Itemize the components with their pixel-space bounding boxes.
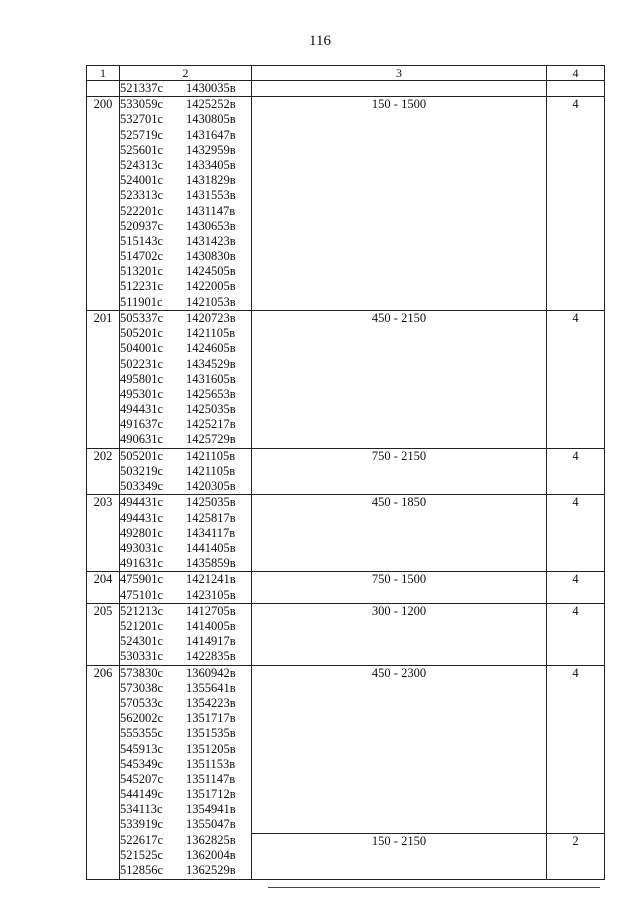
longitude: 1431605в <box>186 371 236 386</box>
latitude: 573830с <box>120 665 164 680</box>
coordinates-cell <box>120 97 252 311</box>
range-value: 4 <box>572 665 579 680</box>
longitude: 1362825в <box>186 832 236 847</box>
coordinate-line <box>120 402 251 417</box>
value-cell <box>547 448 605 495</box>
table-row-continuation <box>87 81 605 97</box>
latitude: 504001с <box>120 341 164 356</box>
latitude: 512231с <box>120 279 164 294</box>
coordinate-line <box>120 772 251 787</box>
table-row <box>87 665 605 880</box>
depth-range: 450 - 1850 <box>371 495 427 510</box>
table-row <box>87 310 605 448</box>
longitude: 1424605в <box>186 341 236 356</box>
header-col-4: 4 <box>547 66 605 81</box>
latitude: 534113с <box>120 802 163 817</box>
row-number-cell <box>87 81 120 97</box>
latitude: 492801с <box>120 525 164 540</box>
latitude: 503219с <box>120 463 164 478</box>
latitude: 522617с <box>120 832 164 847</box>
longitude: 1351153в <box>186 756 236 771</box>
longitude: 1441405в <box>186 540 236 555</box>
coordinate-line <box>120 279 251 294</box>
longitude: 1425217в <box>186 417 236 432</box>
page-number: 116 <box>309 33 331 49</box>
coordinate-line <box>120 264 251 279</box>
table-row <box>87 572 605 603</box>
latitude: 532701с <box>120 112 164 127</box>
value-cell <box>547 495 605 572</box>
latitude: 505337с <box>120 310 164 325</box>
coordinate-line <box>120 372 251 387</box>
coordinates-cell <box>120 81 252 97</box>
depth-range: 450 - 2300 <box>371 665 427 680</box>
bottom-rule <box>268 887 600 888</box>
longitude: 1360942в <box>186 665 236 680</box>
latitude: 494431с <box>120 402 164 417</box>
latitude: 525719с <box>120 127 164 142</box>
coordinate-line <box>120 666 251 681</box>
latitude: 505201с <box>120 326 164 341</box>
latitude: 493031с <box>120 540 164 555</box>
range-value: 2 <box>547 833 604 880</box>
latitude: 512856с <box>120 863 164 877</box>
depth-range-cell <box>252 97 547 311</box>
table-row <box>87 603 605 665</box>
latitude: 494431с <box>120 495 164 510</box>
coordinate-line <box>120 311 251 326</box>
depth-range-cell <box>252 310 547 448</box>
coordinate-line <box>120 526 251 541</box>
coordinate-line <box>120 588 251 603</box>
row-number: 205 <box>87 603 120 665</box>
coordinate-line <box>120 802 251 817</box>
longitude: 1412705в <box>186 603 236 618</box>
latitude: 475101с <box>120 587 164 602</box>
table-row <box>87 495 605 572</box>
coordinates-cell <box>120 310 252 448</box>
latitude: 513201с <box>120 264 164 279</box>
coordinate-line <box>120 649 251 664</box>
coordinates-cell <box>120 448 252 495</box>
latitude: 544149с <box>120 787 164 802</box>
latitude: 495801с <box>120 371 164 386</box>
longitude: 1434529в <box>186 356 236 371</box>
latitude: 545349с <box>120 756 164 771</box>
longitude: 1425035в <box>186 402 236 417</box>
longitude: 1425252в <box>186 97 236 112</box>
coordinate-line <box>120 634 251 649</box>
longitude: 1351717в <box>186 711 236 726</box>
latitude: 475901с <box>120 572 164 587</box>
row-number: 203 <box>87 495 120 572</box>
coordinate-line <box>120 249 251 264</box>
longitude: 1425035в <box>186 495 236 510</box>
coordinate-line <box>120 188 251 203</box>
depth-range-cell <box>252 448 547 495</box>
coordinate-line <box>120 128 251 143</box>
row-number: 202 <box>87 448 120 495</box>
coordinate-line <box>120 511 251 526</box>
longitude: 1421053в <box>186 294 236 309</box>
longitude: 1351712в <box>186 787 236 802</box>
range-value: 4 <box>572 572 579 587</box>
coordinates-cell <box>120 665 252 880</box>
latitude: 494431с <box>120 510 164 525</box>
longitude: 1425817в <box>186 510 236 525</box>
range-value: 4 <box>572 603 579 618</box>
header-col-2: 2 <box>120 66 252 81</box>
longitude: 1422835в <box>186 649 236 664</box>
coordinate-line <box>120 219 251 234</box>
latitude: 533059с <box>120 97 164 112</box>
coordinate-line <box>120 572 251 587</box>
longitude: 1362004в <box>186 847 236 862</box>
coordinate-line <box>120 726 251 741</box>
coordinate-line <box>120 97 251 112</box>
latitude: 505201с <box>120 448 164 463</box>
latitude: 521201с <box>120 618 164 633</box>
latitude: 503349с <box>120 479 164 494</box>
coordinate-line <box>120 173 251 188</box>
longitude: 1355047в <box>186 817 236 832</box>
coordinates-cell <box>120 572 252 603</box>
latitude: 573038с <box>120 680 164 695</box>
row-number: 200 <box>87 97 120 311</box>
longitude: 1433405в <box>186 157 236 172</box>
depth-range: 750 - 2150 <box>371 448 427 463</box>
depth-range: 750 - 1500 <box>371 572 427 587</box>
latitude: 521213с <box>120 603 164 618</box>
depth-range: 300 - 1200 <box>371 603 427 618</box>
coordinate-line <box>120 204 251 219</box>
table-row <box>87 97 605 311</box>
longitude: 1414005в <box>186 618 236 633</box>
latitude: 562002с <box>120 711 164 726</box>
longitude: 1351147в <box>186 771 236 786</box>
range-value: 4 <box>572 310 579 325</box>
depth-range-cell <box>252 603 547 665</box>
latitude: 525601с <box>120 142 164 157</box>
coordinate-line <box>120 495 251 510</box>
coordinate-line <box>120 449 251 464</box>
latitude: 490631с <box>120 432 164 447</box>
coordinate-line <box>120 387 251 402</box>
row-number: 201 <box>87 310 120 448</box>
longitude: 1424505в <box>186 264 236 279</box>
coordinate-line <box>120 696 251 711</box>
depth-range-cell <box>252 81 547 97</box>
coordinate-line <box>120 326 251 341</box>
longitude: 1431553в <box>186 188 236 203</box>
longitude: 1430805в <box>186 112 236 127</box>
longitude: 1421105в <box>186 463 236 478</box>
coordinate-line <box>120 158 251 173</box>
latitude: 502231с <box>120 356 164 371</box>
longitude: 1425729в <box>186 432 236 447</box>
coordinate-line <box>120 619 251 634</box>
row-number: 206 <box>87 665 120 880</box>
coordinate-line <box>120 711 251 726</box>
longitude: 1351205в <box>186 741 236 756</box>
coordinates-table <box>86 65 605 880</box>
latitude: 520937с <box>120 218 164 233</box>
latitude: 524001с <box>120 173 164 188</box>
latitude: 495301с <box>120 386 164 401</box>
latitude: 522201с <box>120 203 164 218</box>
row-number: 204 <box>87 572 120 603</box>
longitude: 1362529в <box>186 863 236 877</box>
latitude: 524313с <box>120 157 164 172</box>
longitude: 1354223в <box>186 695 236 710</box>
longitude: 1425653в <box>186 386 236 401</box>
coordinate-line <box>120 787 251 802</box>
latitude: 491631с <box>120 556 164 571</box>
range-value: 4 <box>572 97 579 112</box>
longitude: 1421105в <box>186 448 236 463</box>
depth-range-cell <box>252 665 547 880</box>
latitude: 521525с <box>120 847 164 862</box>
longitude: 1354941в <box>186 802 236 817</box>
coordinate-line <box>120 541 251 556</box>
longitude: 1431647в <box>186 127 236 142</box>
coordinate-line <box>120 479 251 494</box>
latitude: 511901с <box>120 294 163 309</box>
table-row <box>87 448 605 495</box>
depth-range: 450 - 2150 <box>371 310 427 325</box>
coordinate-line <box>120 81 251 96</box>
latitude: 524301с <box>120 634 164 649</box>
coordinate-line <box>120 757 251 772</box>
longitude: 1355641в <box>186 680 236 695</box>
latitude: 515143с <box>120 233 164 248</box>
latitude: 521337с <box>120 81 164 95</box>
depth-range: 150 - 1500 <box>371 97 427 112</box>
coordinate-line <box>120 604 251 619</box>
latitude: 570533с <box>120 695 164 710</box>
value-cell <box>547 572 605 603</box>
latitude: 545207с <box>120 771 164 786</box>
coordinate-line <box>120 833 251 848</box>
depth-range-cell <box>252 495 547 572</box>
latitude: 533919с <box>120 817 164 832</box>
coordinate-line <box>120 464 251 479</box>
longitude: 1420305в <box>186 479 236 494</box>
coordinate-line <box>120 848 251 863</box>
longitude: 1421241в <box>186 572 236 587</box>
latitude: 491637с <box>120 417 164 432</box>
coordinate-line <box>120 357 251 372</box>
latitude: 514702с <box>120 249 164 264</box>
coordinate-line <box>120 112 251 127</box>
longitude: 1434117в <box>186 525 236 540</box>
longitude: 1431423в <box>186 233 236 248</box>
depth-range-cell <box>252 572 547 603</box>
latitude: 555355с <box>120 726 164 741</box>
longitude: 1430653в <box>186 218 236 233</box>
coordinate-line <box>120 863 251 878</box>
longitude: 1423105в <box>186 587 236 602</box>
coordinates-cell <box>120 495 252 572</box>
coordinate-line <box>120 417 251 432</box>
header-col-1: 1 <box>87 66 120 81</box>
value-cell <box>547 81 605 97</box>
coordinates-cell <box>120 603 252 665</box>
coordinate-line <box>120 681 251 696</box>
latitude: 530331с <box>120 649 164 664</box>
value-cell <box>547 603 605 665</box>
coordinate-line <box>120 295 251 310</box>
longitude: 1432959в <box>186 142 236 157</box>
value-cell <box>547 665 605 880</box>
coordinate-line <box>120 143 251 158</box>
longitude: 1414917в <box>186 634 236 649</box>
value-cell <box>547 97 605 311</box>
depth-range: 150 - 2150 <box>252 833 546 880</box>
longitude: 1431147в <box>186 203 236 218</box>
longitude: 1422005в <box>186 279 236 294</box>
coordinate-line <box>120 556 251 571</box>
longitude: 1351535в <box>186 726 236 741</box>
longitude: 1431829в <box>186 173 236 188</box>
coordinate-line <box>120 341 251 356</box>
longitude: 1421105в <box>186 326 236 341</box>
latitude: 523313с <box>120 188 164 203</box>
latitude: 545913с <box>120 741 164 756</box>
coordinate-line <box>120 817 251 832</box>
longitude: 1430035в <box>186 81 236 95</box>
coordinate-line <box>120 432 251 447</box>
coordinate-line <box>120 234 251 249</box>
range-value: 4 <box>572 495 579 510</box>
table-header-row <box>87 66 605 81</box>
coordinate-line <box>120 742 251 757</box>
range-value: 4 <box>572 448 579 463</box>
header-col-3: 3 <box>252 66 547 81</box>
value-cell <box>547 310 605 448</box>
longitude: 1430830в <box>186 249 236 264</box>
longitude: 1435859в <box>186 556 236 571</box>
longitude: 1420723в <box>186 310 236 325</box>
